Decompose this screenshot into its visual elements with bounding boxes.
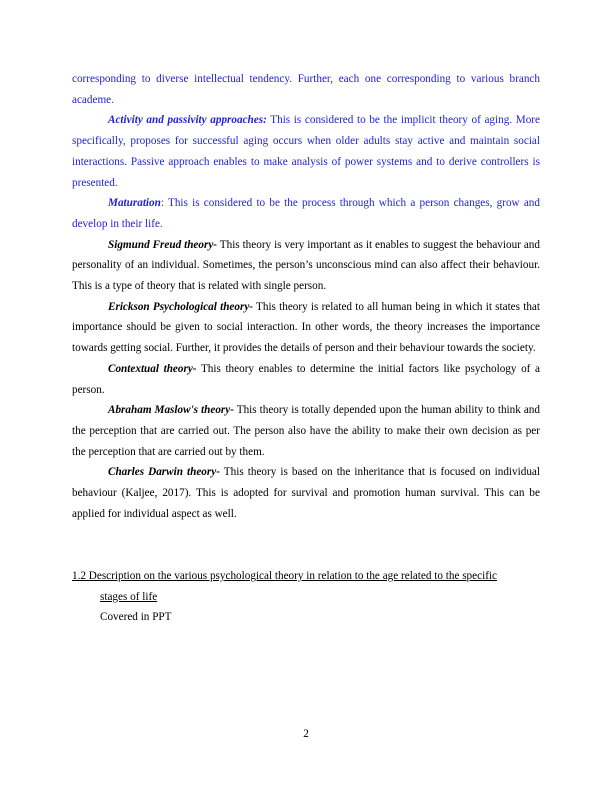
section-heading xyxy=(72,566,540,607)
paragraph-text: This theory is related to all human being in which it states that importance should be given to social interaction. In other words, the theory increases the importance towards getting social. Further, it provides the details of person and their behaviour towards the society. xyxy=(72,300,540,355)
paragraph-text: This theory is very important as it enables to suggest the behaviour and personality of an individual. Sometimes, the person’s unconscious mind can also affect their behaviour. This is a type of theory that is related with single person. xyxy=(72,238,540,293)
term-erickson: Erickson Psychological theory- xyxy=(108,300,254,313)
paragraph-darwin xyxy=(72,462,540,524)
paragraph-text: corresponding to diverse intellectual tendency. Further, each one corresponding to various branch academe. xyxy=(72,73,540,106)
paragraph-contextual xyxy=(72,359,540,400)
paragraph-activity-passivity xyxy=(72,110,540,193)
section-heading-line2: stages of life xyxy=(100,590,158,603)
term-activity-passivity: Activity and passivity approaches: xyxy=(108,114,267,127)
body-text xyxy=(72,69,540,524)
term-contextual: Contextual theory- xyxy=(108,362,197,375)
term-freud: Sigmund Freud theory- xyxy=(108,238,218,251)
paragraph-freud xyxy=(72,235,540,297)
paragraph-text: This theory is based on the inheritance that is focused on individual behaviour (Kaljee, 2017). This is adopted for survival and promotion human survival. This can be applied for individual aspect as well. xyxy=(72,466,540,520)
paragraph-text: This theory is totally depended upon the human ability to think and the perception that are carried out. The person also have the ability to make their own decision as per the perception that are carried out by them. xyxy=(72,404,540,458)
paragraph-maturation xyxy=(72,193,540,234)
page-number: 2 xyxy=(303,728,309,740)
term-maturation: Maturation xyxy=(108,197,161,210)
term-maslow: Abraham Maslow's theory- xyxy=(108,404,234,417)
section-heading-line1: 1.2 Description on the various psychological theory in relation to the age related to the specific xyxy=(72,570,497,582)
paragraph-intro-continuation xyxy=(72,69,540,110)
paragraph-text: : This is considered to be the process through which a person changes, grow and develop in their life. xyxy=(72,197,540,230)
term-darwin: Charles Darwin theory- xyxy=(108,466,220,479)
paragraph-text: This is considered to be the implicit theory of aging. More specifically, proposes for successful aging occurs when older adults stay active and maintain social interactions. Passive approach enables to make analysis of power systems and to derive controllers is presented. xyxy=(72,114,540,189)
section-note: Covered in PPT xyxy=(100,611,172,623)
paragraph-maslow xyxy=(72,400,540,462)
paragraph-erickson xyxy=(72,297,540,359)
paragraph-text: This theory enables to determine the initial factors like psychology of a person. xyxy=(72,362,540,396)
